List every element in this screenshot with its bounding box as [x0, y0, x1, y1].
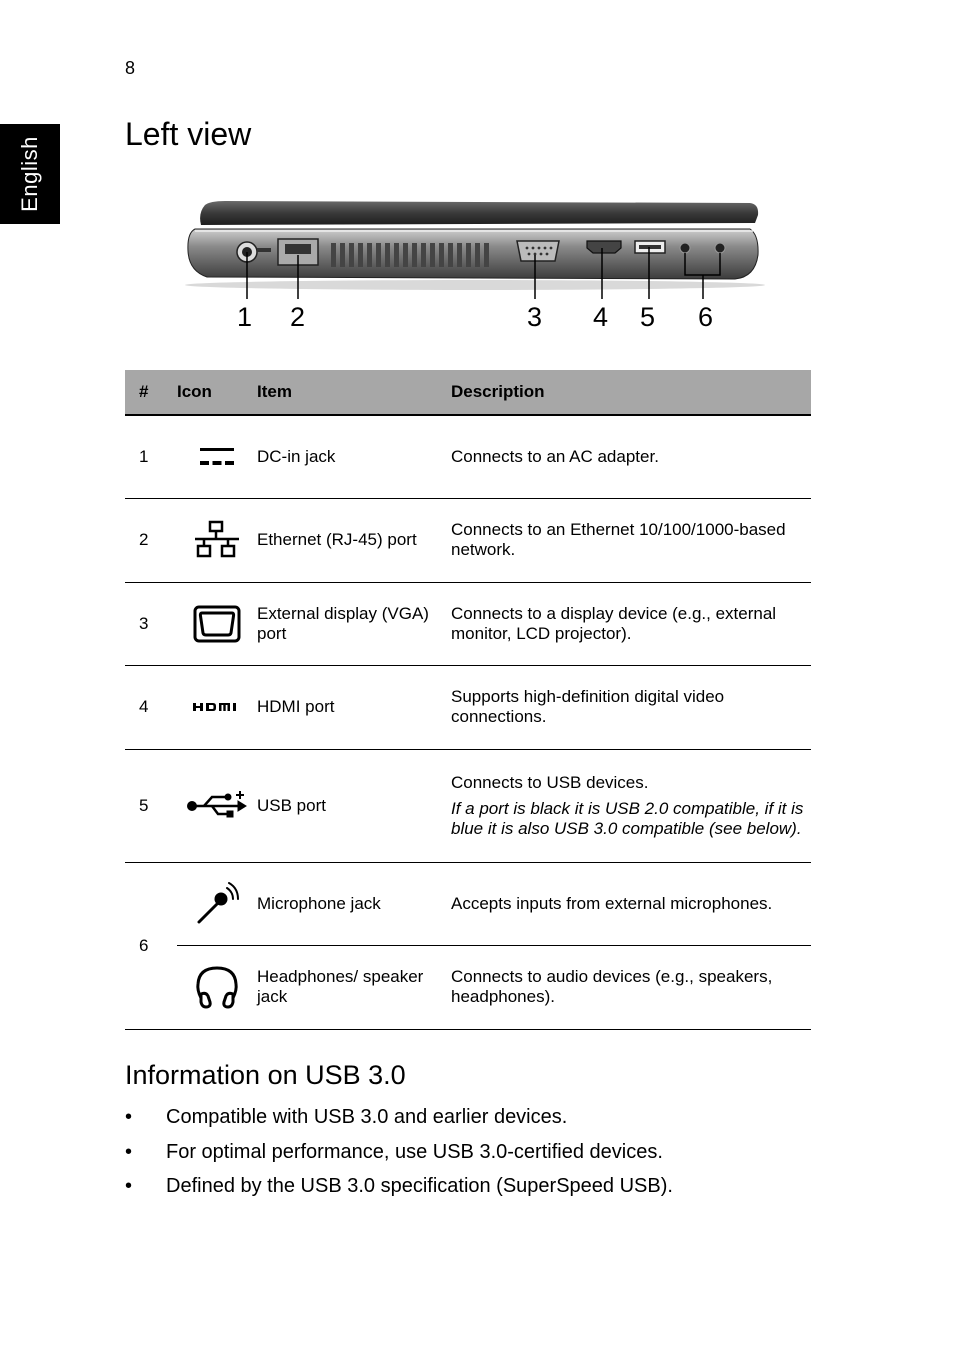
row-item: USB port [257, 749, 451, 862]
laptop-left-side-illustration [165, 193, 775, 343]
row-item: Microphone jack [257, 862, 451, 945]
header-icon: Icon [177, 370, 257, 415]
callout-1: 1 [237, 302, 253, 332]
table-row [125, 749, 811, 862]
header-description: Description [451, 370, 811, 415]
row-number: 1 [125, 415, 177, 498]
table-row [125, 582, 811, 665]
row-number: 2 [125, 498, 177, 582]
row-description: Connects to an Ethernet 10/100/1000-based network. [451, 498, 811, 582]
row-number: 5 [125, 749, 177, 862]
list-item [125, 1173, 673, 1208]
table-row [125, 415, 811, 498]
header-number: # [125, 370, 177, 415]
callout-3: 3 [527, 302, 543, 332]
row-item: Headphones/ speaker jack [257, 945, 451, 1029]
callout-2: 2 [290, 302, 306, 332]
row-description: Connects to a display device (e.g., external monitor, LCD projector). [451, 582, 811, 665]
callout-5: 5 [640, 302, 656, 332]
language-tab-label: English [17, 136, 42, 212]
row-description: Supports high-definition digital video connections. [451, 665, 811, 749]
row-description: Connects to USB devices. [451, 772, 649, 792]
ethernet-icon [193, 520, 241, 560]
callout-6: 6 [698, 302, 714, 332]
table-row [125, 862, 811, 945]
list-item [125, 1139, 673, 1174]
row-description: Connects to audio devices (e.g., speakers, headphones). [451, 945, 811, 1029]
page-number: 8 [125, 58, 136, 78]
bullet: • [125, 1106, 133, 1128]
vga-icon [193, 605, 241, 643]
hdmi-icon [192, 700, 242, 714]
language-tab [0, 124, 60, 224]
row-description: Accepts inputs from external microphones. [451, 862, 811, 945]
dc-in-icon [197, 445, 237, 469]
row-number: 6 [125, 862, 177, 1029]
row-number: 3 [125, 582, 177, 665]
bullet: • [125, 1140, 133, 1163]
ports-table [125, 370, 811, 1030]
list-item [125, 1104, 673, 1139]
row-item: HDMI port [257, 665, 451, 749]
header-item: Item [257, 370, 451, 415]
callout-4: 4 [593, 302, 609, 332]
list-item-text: Defined by the USB 3.0 specification (SuperSpeed USB). [166, 1175, 673, 1197]
row-description: Connects to an AC adapter. [451, 415, 811, 498]
row-item: DC-in jack [257, 415, 451, 498]
list-item-text: Compatible with USB 3.0 and earlier devices. [166, 1106, 568, 1128]
headphones-icon [195, 964, 239, 1010]
page-title: Left view [125, 116, 252, 152]
table-row [125, 945, 811, 1029]
usb-icon [186, 791, 248, 821]
row-item: External display (VGA) port [257, 582, 451, 665]
row-item: Ethernet (RJ-45) port [257, 498, 451, 582]
table-header-row [125, 370, 811, 415]
usb-info-list [125, 1104, 673, 1208]
section-title-usb: Information on USB 3.0 [125, 1060, 406, 1090]
table-row [125, 665, 811, 749]
table-row [125, 498, 811, 582]
list-item-text: For optimal performance, use USB 3.0-certified devices. [166, 1140, 663, 1163]
bullet: • [125, 1175, 133, 1197]
microphone-icon [193, 880, 241, 928]
row-number: 4 [125, 665, 177, 749]
usb-compatibility-note: If a port is black it is USB 2.0 compatible, if it is blue it is also USB 3.0 compatible (see below). [451, 798, 804, 838]
